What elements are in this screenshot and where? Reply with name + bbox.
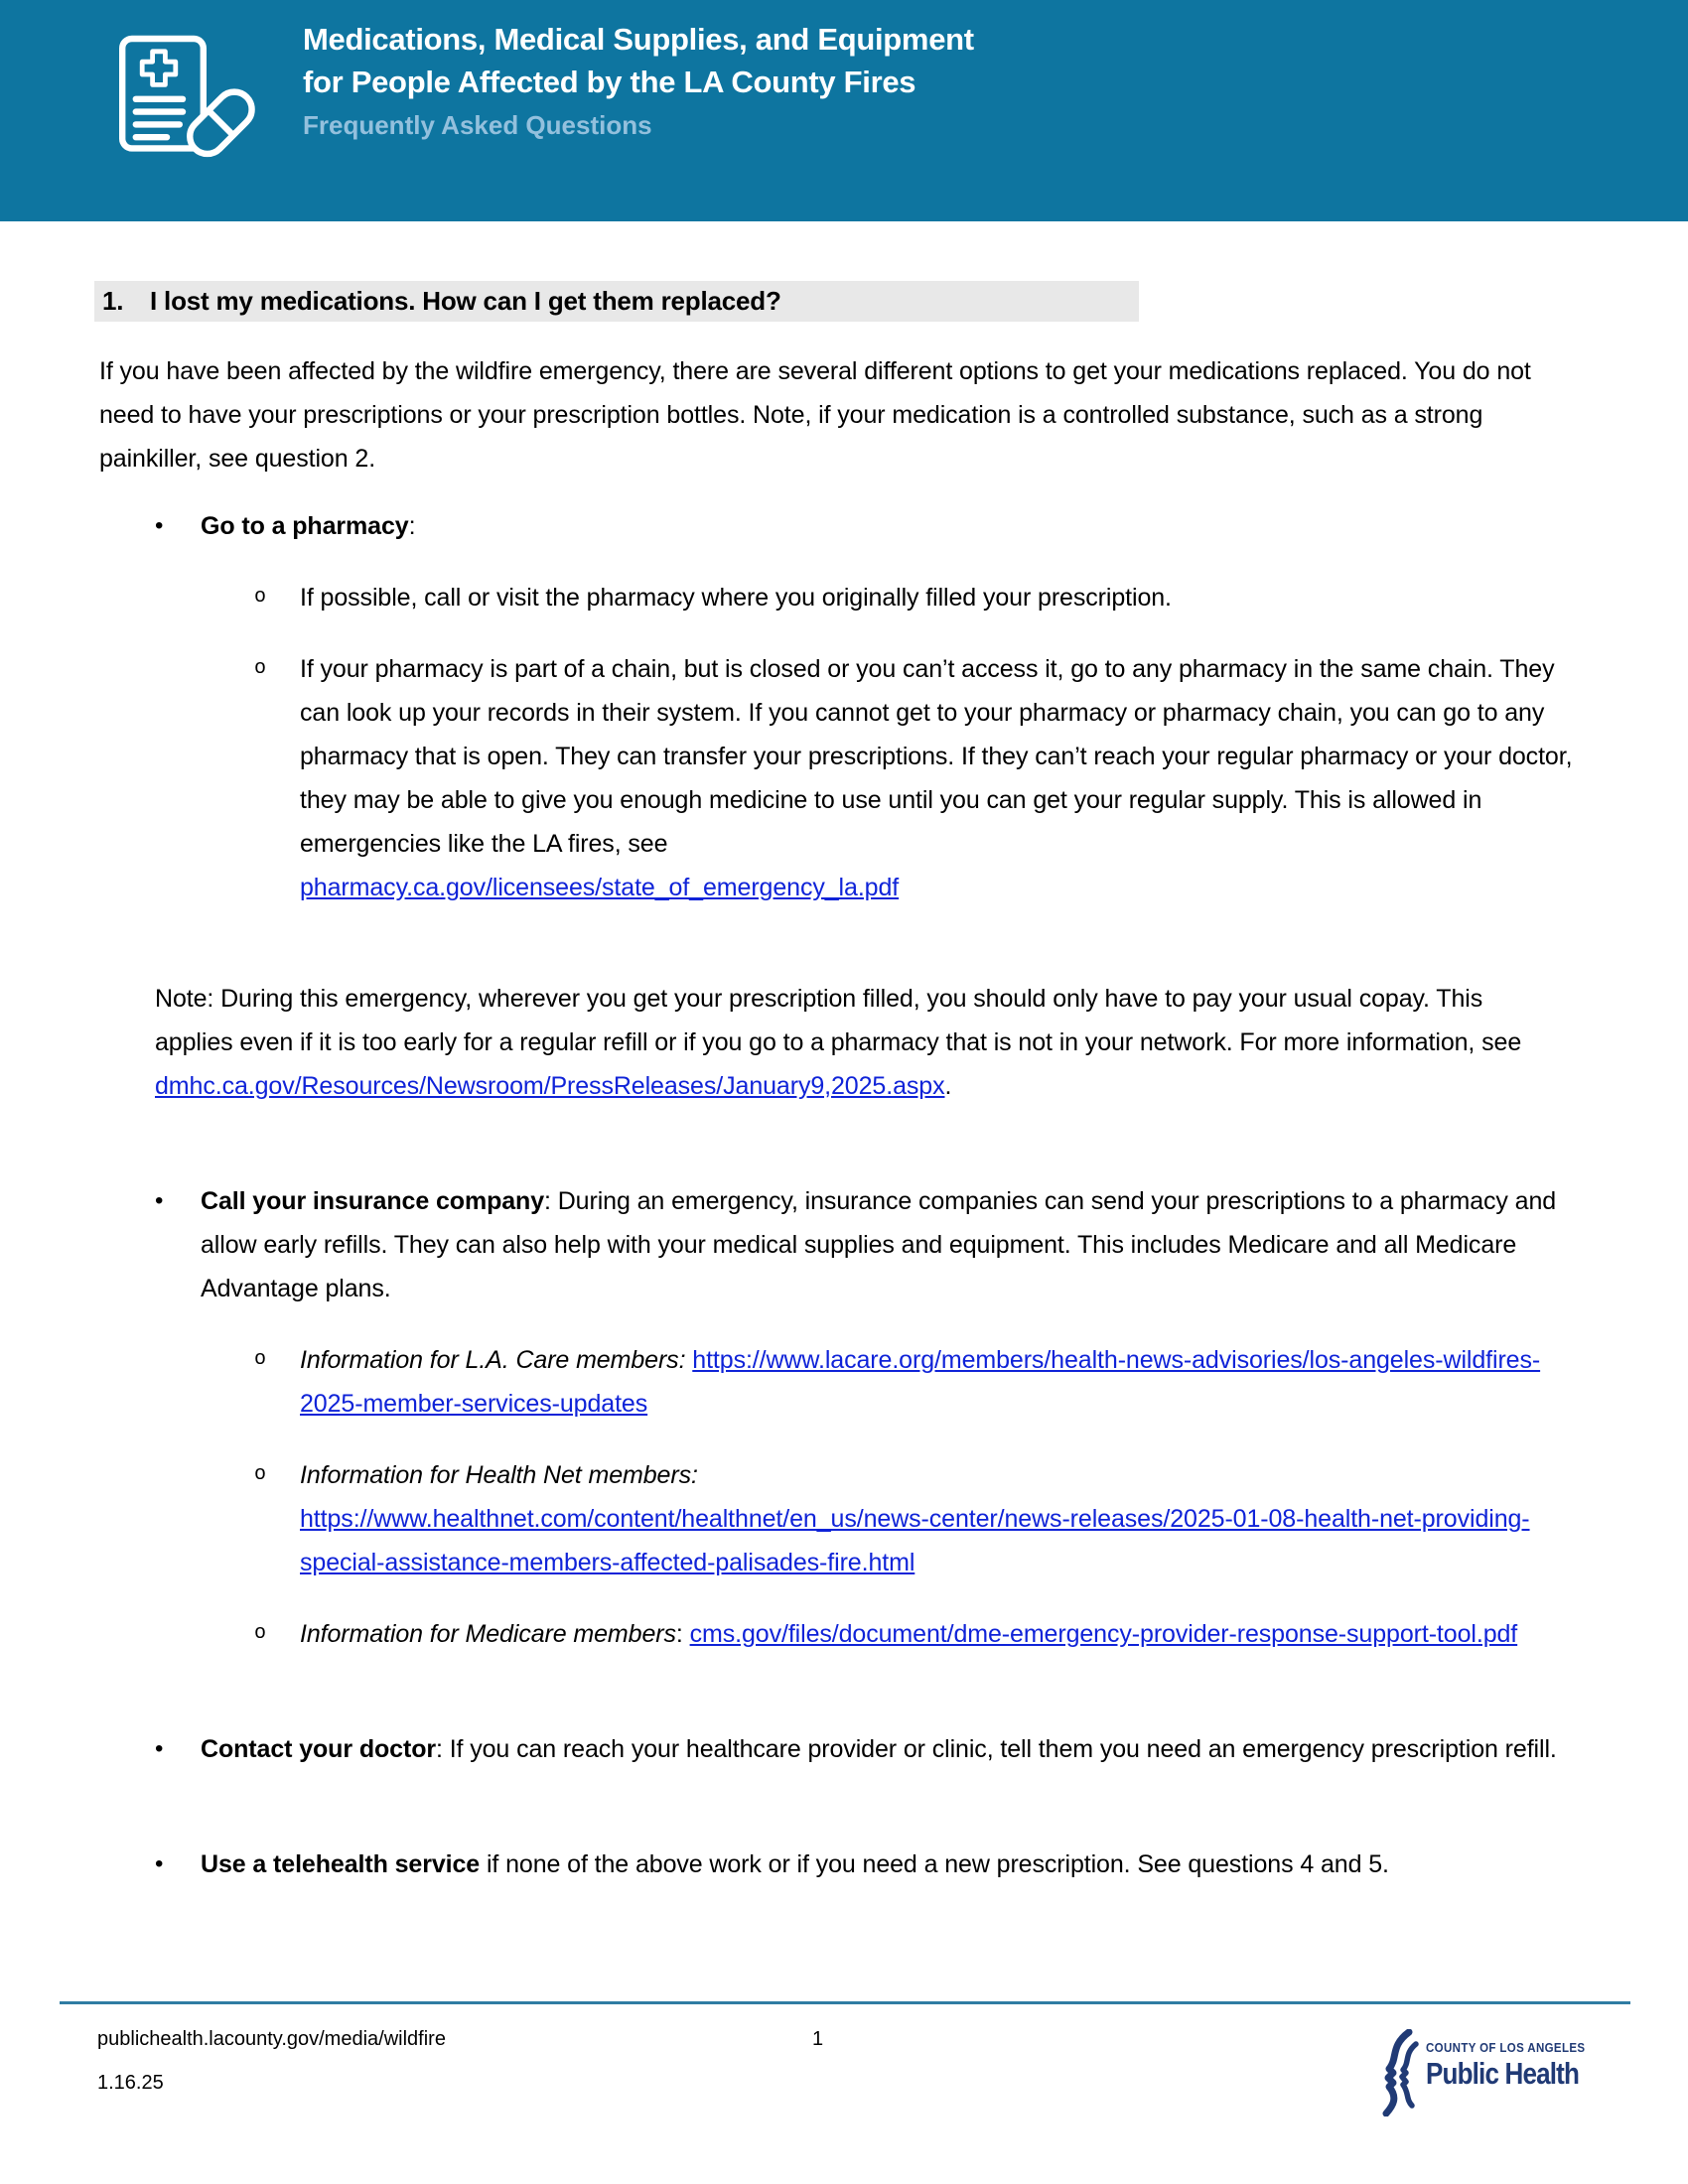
page-title-line1: Medications, Medical Supplies, and Equipment — [303, 22, 974, 57]
intro-paragraph — [99, 349, 1589, 480]
sub-bullet-icon: o — [254, 1348, 266, 1371]
sub-bullet-text — [300, 1346, 1540, 1418]
hyperlink[interactable]: pharmacy.ca.gov/licensees/state_of_emergency_la.pdf — [300, 874, 900, 901]
text-run: : — [675, 1620, 690, 1648]
sub-bullet-icon: o — [254, 1622, 266, 1645]
sub-bullet-text — [300, 655, 1589, 909]
bullet-item-pharmacy — [155, 504, 1589, 548]
text-run: if none of the above work or if you need a new prescription. See questions 4 and 5. — [480, 1850, 1389, 1878]
text-run: Information for Medicare members — [300, 1620, 676, 1648]
text-run: : — [408, 512, 416, 540]
logo-name-text: Public Health — [1426, 2056, 1580, 2091]
text-run: : If you can reach your healthcare provider or clinic, tell them you need an emergency prescription refill. — [436, 1735, 1557, 1763]
sub-bullet-text — [300, 1461, 1589, 1584]
sub-bullet-text — [300, 1620, 1517, 1648]
text-run: . — [944, 1072, 952, 1100]
sub-bullet-visit-pharmacy — [254, 576, 1589, 619]
text-run: Go to a pharmacy — [201, 512, 409, 540]
hyperlink[interactable]: dmhc.ca.gov/Resources/Newsroom/PressReleases/January9,2025.aspx — [155, 1072, 945, 1100]
text-run: Use a telehealth service — [201, 1850, 481, 1878]
footer-divider — [60, 2001, 1630, 2004]
text-run: : During an emergency, insurance companies can send your prescriptions to a pharmacy and allow early refills. They can also help with your medical supplies and equipment. This includes Medicare and all Medicare Advantage plans. — [201, 1187, 1557, 1302]
text-run: If your pharmacy is part of a chain, but is closed or you can’t access it, go to any pharmacy in the same chain. They can look up your records in their system. If you cannot get to your pharmacy or pharmacy chain, you can go to any pharmacy that is open. They can transfer your prescriptions. If they can’t reach your regular pharmacy or your doctor, they may be able to give you enough medicine to use until you can get your regular supply. This is allowed in emergencies like the LA fires, see — [300, 655, 1573, 858]
text-run: Call your insurance company — [201, 1187, 545, 1215]
bullet-icon: • — [155, 1187, 164, 1214]
sub-bullet-icon: o — [254, 657, 266, 680]
bullet-icon: • — [155, 1850, 164, 1877]
text-run: Note: During this emergency, wherever you get your prescription filled, you should only have to pay your usual copay. This applies even if it is too early for a regular refill or if you go to a pharmacy that is not in your network. For more information, see — [155, 985, 1522, 1056]
hyperlink[interactable]: https://www.lacare.org/members/health-news-advisories/los-angeles-wildfires-2025-member-services-updates — [300, 1346, 1541, 1418]
bullet-text — [201, 1850, 1389, 1878]
text-run: Information for L.A. Care members: — [300, 1346, 693, 1374]
hyperlink[interactable]: https://www.healthnet.com/content/healthnet/en_us/news-center/news-releases/2025-01-08-health-net-providing-special-assistance-members-affected-palisades-fire.html — [300, 1505, 1530, 1576]
sub-bullet-pharmacy-chain — [254, 647, 1589, 909]
la-county-profile-faces-icon — [1376, 2029, 1420, 2121]
footer-url: publichealth.lacounty.gov/media/wildfire — [97, 2028, 446, 2050]
sub-bullet-lacare — [254, 1338, 1589, 1426]
line-group — [155, 1064, 1565, 1108]
text-run: Information for Health Net members: — [300, 1461, 698, 1489]
text-run: If possible, call or visit the pharmacy where you originally filled your prescription. — [300, 584, 1172, 612]
note-paragraph — [155, 977, 1565, 1108]
question-heading — [94, 281, 1139, 322]
bullet-text — [201, 512, 415, 540]
logo-county-text: COUNTY OF LOS ANGELES — [1426, 2041, 1586, 2055]
bullet-text — [201, 1735, 1557, 1763]
bullet-item-telehealth — [155, 1843, 1589, 1886]
text-run: If you have been affected by the wildfire emergency, there are several different options to get your medications replaced. You do not need to have your prescriptions or your prescription bottles. Note, if your medication is a controlled substance, such as a strong painkiller, see question 2. — [99, 357, 1531, 473]
public-health-logo — [1376, 2027, 1634, 2176]
question-text: I lost my medications. How can I get them replaced? — [150, 286, 781, 316]
hyperlink[interactable]: cms.gov/files/document/dme-emergency-provider-response-support-tool.pdf — [689, 1620, 1518, 1648]
sub-bullet-icon: o — [254, 586, 266, 609]
page-subtitle: Frequently Asked Questions — [303, 110, 652, 140]
page-title-line2: for People Affected by the LA County Fires — [303, 65, 916, 99]
sub-bullet-medicare — [254, 1612, 1589, 1656]
text-run: Contact your doctor — [201, 1735, 436, 1763]
bullet-text — [201, 1187, 1556, 1302]
sub-bullet-text — [300, 584, 1172, 612]
sub-bullet-healthnet — [254, 1453, 1589, 1584]
sub-bullet-icon: o — [254, 1463, 266, 1486]
header-banner — [0, 0, 1688, 221]
page-number: 1 — [812, 2028, 824, 2050]
bullet-icon: • — [155, 512, 164, 539]
question-number: 1. — [102, 286, 124, 316]
bullet-item-insurance — [155, 1179, 1589, 1310]
rx-document-with-pill-icon — [111, 34, 262, 168]
footer-date: 1.16.25 — [97, 2072, 164, 2094]
bullet-item-doctor — [155, 1727, 1589, 1771]
bullet-icon: • — [155, 1735, 164, 1762]
